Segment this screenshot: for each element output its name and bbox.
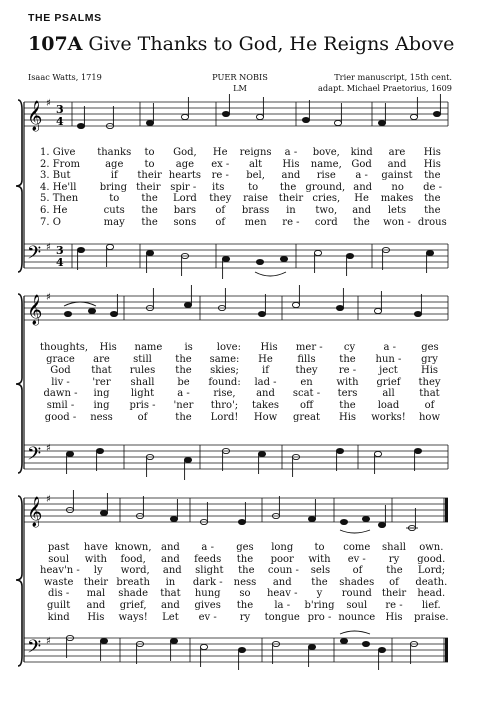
lyric-syllable: breath <box>116 576 150 588</box>
treble-clef-icon: 𝄞 <box>27 295 43 325</box>
lyric-syllable: 7. O <box>40 216 61 228</box>
lyric-syllable: ground, <box>305 181 346 193</box>
lyric-syllable: of <box>389 576 399 588</box>
lyric-syllable: en <box>300 376 313 388</box>
lyric-syllable: kind <box>47 611 70 623</box>
lyric-syllable: re - <box>282 216 300 228</box>
lyric-syllable: known, <box>114 542 152 553</box>
lyric-syllable: bove, <box>312 147 340 158</box>
lyric-syllable: the <box>279 181 297 193</box>
lyric-syllable: its <box>212 181 225 193</box>
lyric-syllable: smil - <box>46 399 75 411</box>
time-signature-icon: 3 <box>56 244 64 257</box>
lyric-syllable: round <box>341 588 372 600</box>
lyric-syllable: soul <box>346 599 368 611</box>
lyric-syllable: praise. <box>414 611 449 623</box>
lyric-syllable: mer - <box>295 342 323 353</box>
hymn-number: 107A <box>28 33 83 55</box>
lyric-syllable: works! <box>371 411 406 423</box>
lyric-syllable: the <box>236 553 254 565</box>
lyric-syllable: good - <box>44 411 77 423</box>
lyric-syllable: of <box>137 411 148 423</box>
lyric-syllable: the <box>175 365 192 377</box>
time-signature-icon: 3 <box>56 103 64 116</box>
lyric-syllable: ways! <box>118 611 148 623</box>
treble-staff-3 <box>24 498 448 522</box>
lyric-syllable: two, <box>315 204 338 216</box>
lyric-syllable: ly <box>93 565 103 577</box>
lyric-syllable: the <box>386 565 403 577</box>
lyric-syllable: the <box>424 193 441 205</box>
lyric-syllable: their <box>381 588 407 600</box>
lyric-syllable: kind <box>350 147 373 158</box>
lyric-syllable: past <box>47 542 70 553</box>
lyric-syllable: feeds <box>194 553 222 565</box>
lyric-syllable: men <box>244 216 267 228</box>
lyric-syllable: the <box>424 170 441 182</box>
lyric-syllable: 4. He'll <box>40 181 77 193</box>
lyric-syllable: rise, <box>213 388 236 400</box>
lyric-syllable: grief <box>376 376 401 388</box>
lyric-syllable: tongue <box>264 611 300 623</box>
lyric-syllable: Lord; <box>417 565 446 577</box>
lyrics-system-3 <box>40 542 450 623</box>
lyric-syllable: name <box>134 342 163 353</box>
lyric-syllable: of <box>215 216 226 228</box>
lyric-syllable: heav'n - <box>40 565 80 577</box>
lyric-syllable: and <box>353 181 373 193</box>
lyric-syllable: to <box>109 193 120 205</box>
lyric-syllable: are <box>93 353 110 365</box>
lyric-syllable: love: <box>216 342 241 353</box>
lyric-syllable: pro - <box>307 611 332 623</box>
lyric-syllable: spir - <box>170 181 197 193</box>
lyric-syllable: He <box>354 193 369 205</box>
lyric-syllable: to <box>144 147 155 158</box>
lyric-syllable: 1. Give <box>40 147 76 158</box>
lyric-syllable: rules <box>129 365 156 377</box>
lyric-syllable: the <box>175 411 192 423</box>
lyric-syllable: cuts <box>103 204 125 216</box>
treble-clef-icon: 𝄞 <box>27 101 43 131</box>
lyric-syllable: shade <box>118 588 149 600</box>
lyric-line <box>40 542 450 554</box>
hymn-title: Give Thanks to God, He Reigns Above <box>88 33 455 55</box>
source-line-1: Trier manuscript, 15th cent. <box>334 72 452 82</box>
lyric-syllable: light <box>130 388 155 400</box>
lyric-syllable: to <box>314 542 325 553</box>
lyric-syllable: ges <box>236 542 254 553</box>
lyric-syllable: cries, <box>312 193 341 205</box>
lyric-syllable: won - <box>383 216 411 228</box>
lyric-syllable: head. <box>417 588 446 600</box>
lyric-syllable: come <box>343 542 371 553</box>
lyric-syllable: gry <box>421 353 438 365</box>
bass-clef-icon: 𝄢 <box>27 637 42 662</box>
lyric-syllable: Lord <box>172 193 197 205</box>
lyric-syllable: bars <box>173 204 197 216</box>
lyric-syllable: dis - <box>47 588 70 600</box>
key-signature-sharp-icon: ♯ <box>46 242 51 253</box>
lyric-syllable: waste <box>43 576 74 588</box>
lyric-syllable: bel, <box>246 170 265 182</box>
lyric-syllable: He <box>212 147 228 158</box>
author-credit: Isaac Watts, 1719 <box>28 72 102 82</box>
lyric-syllable: heav - <box>266 588 298 600</box>
lyric-syllable: ev - <box>198 611 217 623</box>
lyric-syllable: re - <box>385 599 403 611</box>
lyric-syllable: to <box>144 158 155 170</box>
lyric-syllable: God <box>50 365 71 377</box>
lyric-syllable: the <box>175 353 192 365</box>
lyric-syllable: rise <box>316 170 336 182</box>
lyric-syllable: God, <box>173 147 197 158</box>
lyric-syllable: the <box>238 565 255 577</box>
lyric-line <box>40 588 450 600</box>
lyric-syllable: Let <box>162 611 179 623</box>
lyric-syllable: a - <box>284 147 298 158</box>
time-signature-icon: 4 <box>56 115 64 128</box>
lyric-syllable: His <box>423 147 441 158</box>
lyric-syllable: His <box>282 158 300 170</box>
lyric-syllable: ness <box>233 576 257 588</box>
lyric-syllable: dawn - <box>43 388 78 400</box>
lyric-syllable: the <box>236 599 254 611</box>
lyric-syllable: ing <box>93 399 110 411</box>
lyric-syllable: lief. <box>421 599 441 611</box>
lyric-syllable: off <box>299 399 314 411</box>
lyric-syllable: Lord! <box>210 411 239 423</box>
lyric-syllable: grief, <box>119 599 147 611</box>
lyric-syllable: age <box>105 158 124 170</box>
lyric-syllable: makes <box>380 193 414 205</box>
lyric-syllable: their <box>278 193 304 205</box>
lyric-syllable: 'rer <box>92 376 111 388</box>
lyric-syllable: of <box>352 565 363 577</box>
treble-notes-3 <box>66 490 418 533</box>
lyric-syllable: cy <box>343 342 356 353</box>
lyric-syllable: the <box>141 204 158 216</box>
lyric-syllable: hung <box>194 588 221 600</box>
lyric-syllable: word, <box>120 565 150 577</box>
lyric-line <box>40 577 450 589</box>
lyric-syllable: and <box>161 599 180 611</box>
lyric-syllable: 2. From <box>40 158 80 170</box>
lyric-syllable: good. <box>417 553 446 565</box>
lyric-syllable: no <box>391 181 404 193</box>
lyric-syllable: 5. Then <box>40 193 79 205</box>
lyric-syllable: they <box>295 365 318 377</box>
lyric-syllable: shades <box>339 576 375 588</box>
lyric-syllable: that <box>419 388 440 400</box>
lyric-syllable: found: <box>208 376 241 388</box>
lyric-syllable: ges <box>421 342 439 353</box>
lyric-syllable: re - <box>338 365 357 377</box>
lyric-syllable: liv - <box>51 376 70 388</box>
lyric-syllable: the <box>141 216 158 228</box>
lyric-syllable: ry <box>239 611 251 623</box>
lyric-syllable: and <box>281 170 301 182</box>
lyric-syllable: great <box>292 411 321 423</box>
lyric-syllable: if <box>110 170 118 182</box>
lyric-syllable: and <box>352 204 372 216</box>
lyric-syllable: age <box>175 158 195 170</box>
lyric-syllable: gives <box>194 599 221 611</box>
lyric-syllable: ject <box>379 365 398 377</box>
key-signature-sharp-icon: ♯ <box>46 292 51 303</box>
lyric-line <box>40 612 450 624</box>
lyric-syllable: His <box>423 158 441 170</box>
lyric-syllable: gainst <box>381 170 413 182</box>
section-header: THE PSALMS <box>28 12 102 24</box>
lyric-syllable: thro'; <box>210 399 239 411</box>
lyric-syllable: they <box>209 193 232 205</box>
lyric-syllable: they <box>418 376 441 388</box>
lyric-syllable: and <box>162 565 182 577</box>
lyric-syllable: and <box>256 388 275 400</box>
lyric-syllable: la - <box>274 599 291 611</box>
lyric-syllable: death. <box>415 576 448 588</box>
lyric-syllable: with <box>308 553 331 565</box>
lyric-syllable: drous <box>417 216 447 228</box>
lyric-syllable: alt <box>249 158 263 170</box>
bass-clef-icon: 𝄢 <box>27 243 42 268</box>
lyric-syllable: slight <box>195 565 224 577</box>
lyric-syllable: y <box>316 588 323 600</box>
lyric-syllable: His <box>260 342 278 353</box>
lyric-syllable: the <box>353 216 370 228</box>
lyric-syllable: the <box>141 193 158 205</box>
lyric-syllable: lets <box>387 204 407 216</box>
lyric-syllable: their <box>136 181 161 193</box>
time-signature-icon: 4 <box>56 256 64 269</box>
lyric-syllable: their <box>83 576 109 588</box>
lyric-syllable: hearts <box>168 170 202 182</box>
lyric-syllable: guilt <box>47 599 71 611</box>
lyric-syllable: dark - <box>192 576 223 588</box>
lyric-syllable: thoughts, <box>40 342 89 353</box>
lyric-syllable: load <box>377 399 400 411</box>
lyric-syllable: still <box>133 353 152 365</box>
lyric-syllable: re - <box>211 170 229 182</box>
lyric-syllable: cord <box>314 216 338 228</box>
lyric-syllable: and <box>161 542 180 553</box>
lyric-line <box>40 600 450 612</box>
lyric-syllable: in <box>165 576 176 588</box>
lyric-syllable: a - <box>355 170 368 182</box>
lyric-syllable: that <box>91 365 112 377</box>
lyric-syllable: with <box>84 553 107 565</box>
treble-clef-icon: 𝄞 <box>27 497 43 527</box>
lyric-syllable: the <box>339 399 356 411</box>
lyric-syllable: in <box>286 204 296 216</box>
lyric-syllable: His <box>99 342 117 353</box>
lyric-syllable: brass <box>241 204 270 216</box>
lyric-line <box>40 565 450 577</box>
lyric-syllable: nounce <box>338 611 376 623</box>
lyric-syllable: same: <box>209 353 240 365</box>
lyric-syllable: all <box>382 388 395 400</box>
lyric-syllable: takes <box>251 399 280 411</box>
lyric-syllable: scat - <box>292 388 321 400</box>
lyric-syllable: if <box>262 365 269 377</box>
lyric-syllable: God <box>351 158 372 170</box>
lyric-syllable: How <box>253 411 278 423</box>
lyric-syllable: may <box>103 216 125 228</box>
lyric-syllable: bring <box>99 181 127 193</box>
bass-notes-3 <box>66 631 417 670</box>
lyric-syllable: to <box>248 181 259 193</box>
lyric-syllable: a - <box>201 542 214 553</box>
lyric-syllable: His <box>420 365 439 377</box>
lyric-syllable: so <box>239 588 251 600</box>
lyric-syllable: is <box>184 342 193 353</box>
lyric-syllable: the <box>339 353 356 365</box>
lyric-syllable: skies; <box>210 365 239 377</box>
lyric-syllable: how <box>418 411 441 423</box>
lyric-syllable: grace <box>46 353 75 365</box>
lyric-syllable: fills <box>297 353 316 365</box>
lyric-syllable: shall <box>382 542 406 553</box>
lyric-syllable: their <box>137 170 162 182</box>
lyric-syllable: hun - <box>375 353 402 365</box>
lyric-syllable: 6. He <box>40 204 68 216</box>
lyric-syllable: reigns <box>239 147 272 158</box>
lyric-line <box>40 554 450 566</box>
lyric-syllable: and <box>86 599 106 611</box>
lyric-syllable: pris - <box>129 399 156 411</box>
lyric-syllable: own. <box>419 542 444 553</box>
lyric-syllable: of <box>215 204 226 216</box>
lyric-syllable: long <box>271 542 294 553</box>
lyric-syllable: ev - <box>347 553 366 565</box>
lyric-syllable: His <box>385 611 403 623</box>
lyric-syllable: de - <box>423 181 442 193</box>
bass-clef-icon: 𝄢 <box>27 444 42 469</box>
lyric-syllable: and <box>161 553 180 565</box>
lyric-syllable: ing <box>93 388 110 400</box>
lyric-syllable: poor <box>270 553 294 565</box>
lyric-syllable: with <box>336 376 359 388</box>
lyric-syllable: and <box>272 576 292 588</box>
lyric-syllable: and <box>387 158 407 170</box>
lyric-syllable: a - <box>383 342 396 353</box>
lyric-syllable: b'ring <box>304 599 335 611</box>
lyric-syllable: sons <box>173 216 197 228</box>
lyric-syllable: ex - <box>211 158 230 170</box>
lyric-syllable: mal <box>86 588 106 600</box>
lyric-syllable: have <box>83 542 108 553</box>
key-signature-sharp-icon: ♯ <box>46 98 51 109</box>
lyric-syllable: shall <box>130 376 155 388</box>
lyric-syllable: of <box>424 399 435 411</box>
lyric-syllable: ness <box>90 411 113 423</box>
lyric-syllable: raise <box>243 193 269 205</box>
lyric-syllable: soul <box>48 553 70 565</box>
lyric-syllable: He <box>258 353 273 365</box>
lyric-syllable: 3. But <box>40 170 71 182</box>
lyric-syllable: sels <box>310 565 331 577</box>
meter: LM <box>233 83 247 93</box>
lyric-syllable: a - <box>177 388 190 400</box>
lyric-syllable: His <box>338 411 357 423</box>
lyric-syllable: lad - <box>254 376 277 388</box>
key-signature-sharp-icon: ♯ <box>46 443 51 454</box>
tune-name: PUER NOBIS <box>212 72 268 82</box>
lyric-syllable: the <box>424 204 441 216</box>
key-signature-sharp-icon: ♯ <box>46 636 51 647</box>
lyric-syllable: thanks <box>97 147 132 158</box>
lyric-syllable: 'ner <box>173 399 194 411</box>
lyric-syllable: are <box>388 147 406 158</box>
lyric-syllable: the <box>311 576 328 588</box>
source-line-2: adapt. Michael Praetorius, 1609 <box>318 83 452 93</box>
lyric-syllable: that <box>160 588 181 600</box>
lyric-syllable: food, <box>120 553 146 565</box>
lyric-syllable: name, <box>310 158 342 170</box>
lyric-syllable: be <box>177 376 190 388</box>
lyric-syllable: ters <box>337 388 358 400</box>
lyric-syllable: His <box>87 611 105 623</box>
lyric-syllable: coun - <box>267 565 299 577</box>
key-signature-sharp-icon: ♯ <box>46 494 51 505</box>
lyric-syllable: ry <box>388 553 400 565</box>
